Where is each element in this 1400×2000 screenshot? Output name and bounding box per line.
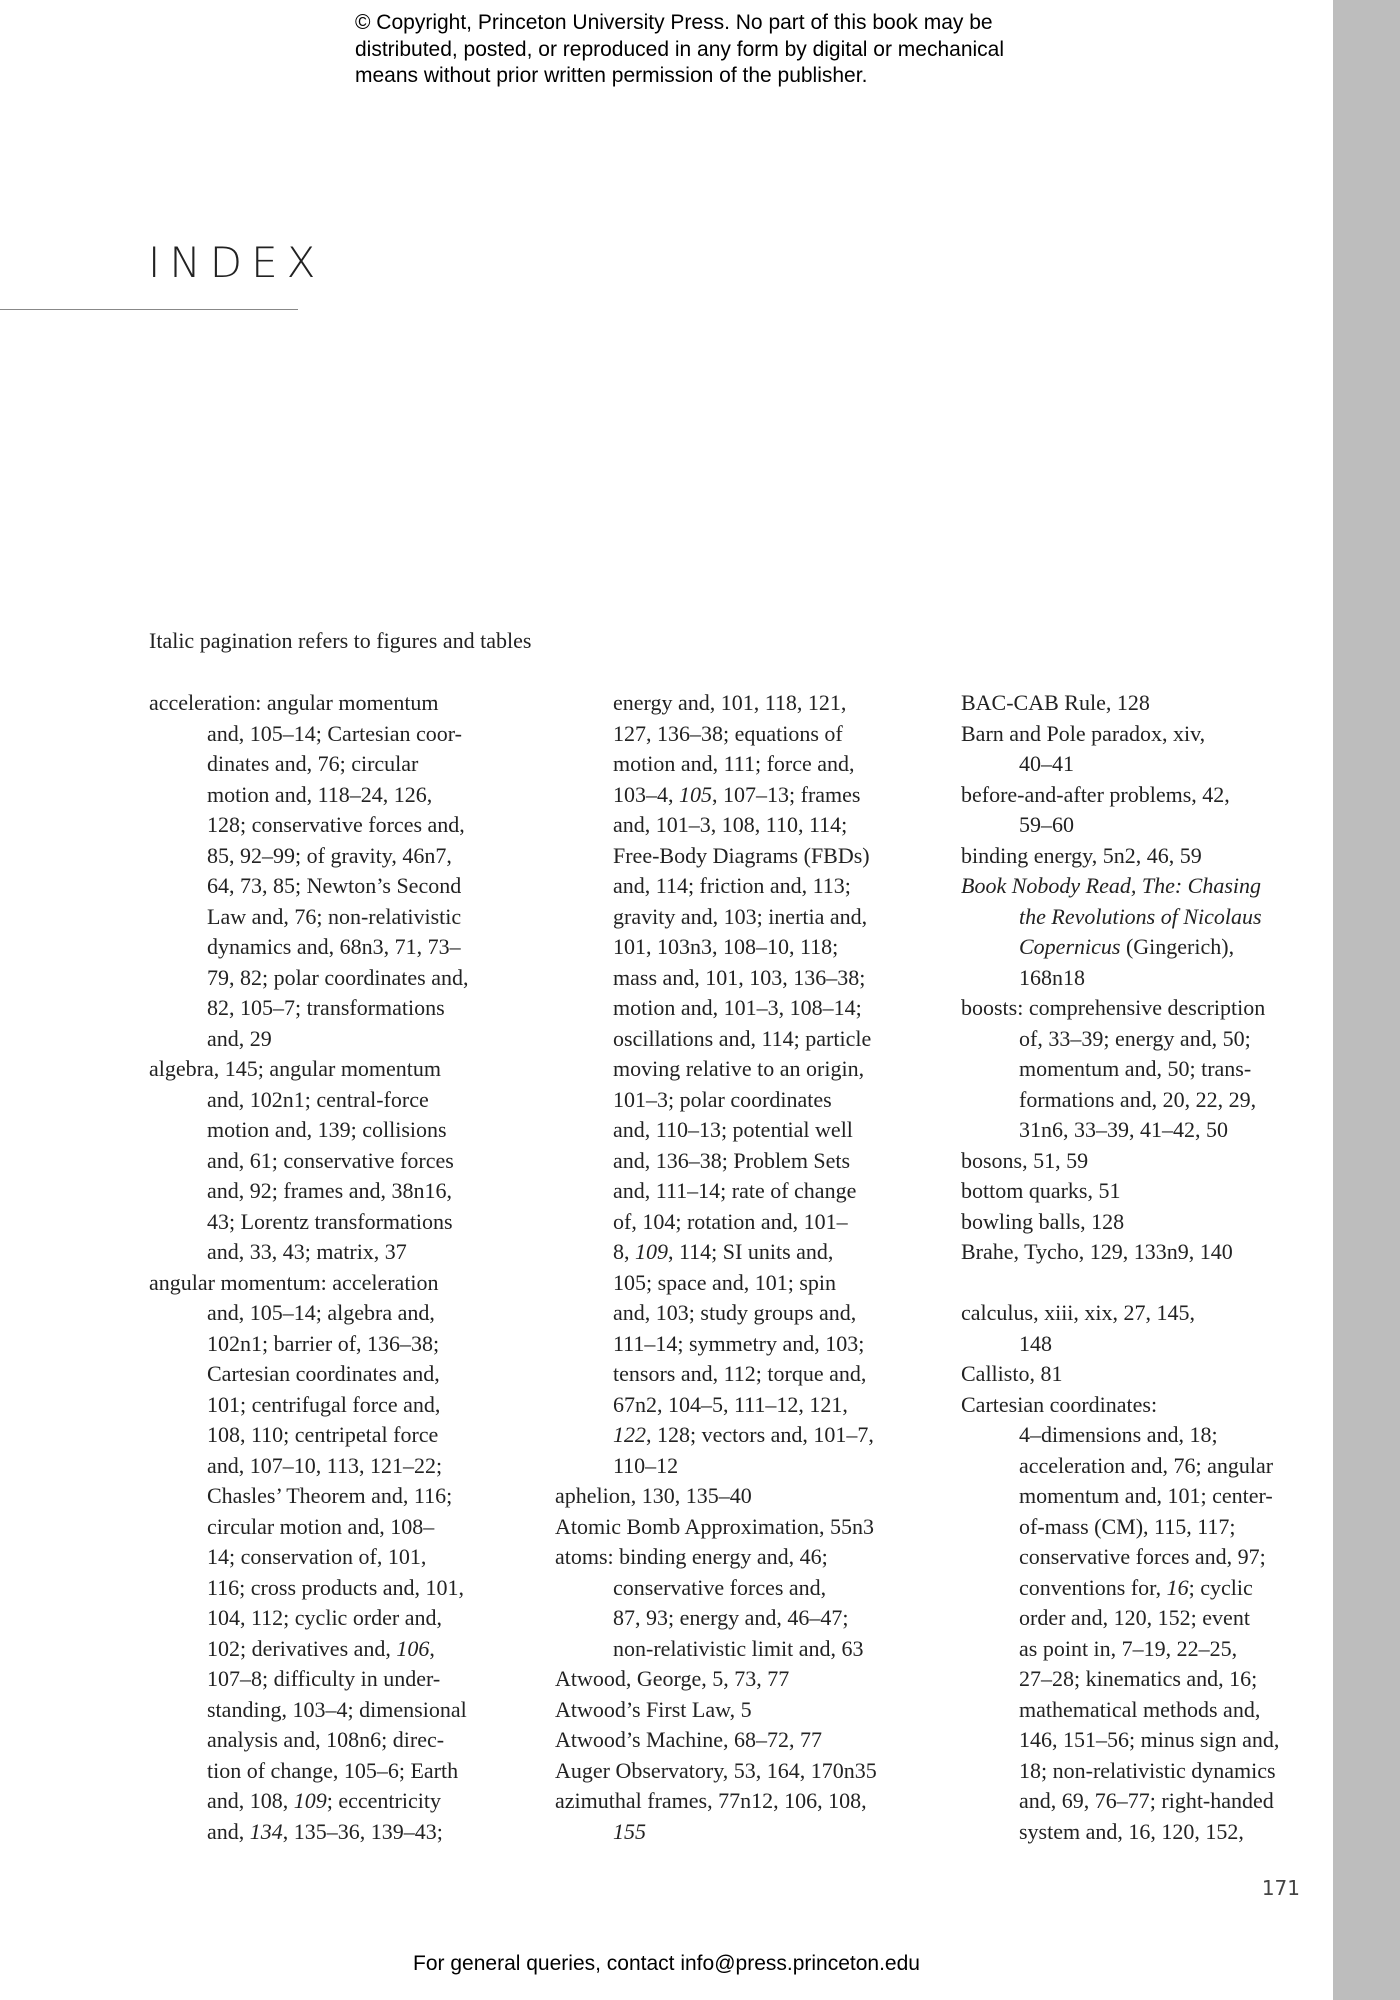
index-entry-line (961, 1207, 1331, 1238)
index-text: Auger Observatory, 53, 164, 170n35 (555, 1757, 877, 1783)
index-column-3 (961, 688, 1331, 1847)
index-subentry-line (555, 1298, 945, 1329)
index-subentry-line (961, 1725, 1331, 1756)
index-subentry-line (961, 1512, 1331, 1543)
figure-page-reference: 134 (249, 1818, 283, 1844)
index-column-2 (555, 688, 945, 1847)
index-subentry-line (149, 1359, 549, 1390)
index-entry-line (555, 1695, 945, 1726)
index-text: 82, 105–7; transformations (207, 995, 445, 1020)
index-subentry-line (149, 1420, 549, 1451)
index-text: and, 102n1; central-force (207, 1086, 429, 1112)
index-text: gravity and, 103; inertia and, (613, 903, 868, 929)
index-subentry-line (555, 1054, 945, 1085)
index-subentry-line (149, 902, 549, 933)
index-text: standing, 103–4; dimensional (207, 1696, 467, 1722)
index-subentry-line (149, 719, 549, 750)
figure-page-reference: Book Nobody Read, The: Chasing (961, 873, 1262, 898)
index-text: 79, 82; polar coordinates and, (207, 964, 469, 990)
index-entry-line (961, 1390, 1331, 1421)
index-entry-line (555, 1725, 945, 1756)
index-text: circular motion and, 108– (207, 1513, 435, 1539)
index-subentry-line (149, 963, 549, 994)
index-subentry-line (555, 780, 945, 811)
index-text: motion and, 118–24, 126, (207, 781, 433, 807)
index-subentry-line (149, 993, 549, 1024)
index-text: 104, 112; cyclic order and, (207, 1605, 442, 1630)
index-entry-line (961, 1176, 1331, 1207)
index-text: dinates and, 76; circular (207, 751, 419, 776)
index-text: 18; non-relativistic dynamics (1019, 1757, 1276, 1783)
figure-page-reference: 109 (293, 1788, 327, 1813)
index-text: 168n18 (1019, 964, 1085, 990)
index-subentry-line (149, 1725, 549, 1756)
index-subentry-line (149, 780, 549, 811)
index-subentry-line (961, 1451, 1331, 1482)
index-text: , 128; vectors and, 101–7, (646, 1422, 874, 1447)
index-subentry-line (149, 1237, 549, 1268)
index-subentry-line (961, 1054, 1331, 1085)
figure-page-reference: Copernicus (1019, 934, 1121, 959)
index-text: 8, (613, 1239, 635, 1264)
index-text: formations and, 20, 22, 29, (1019, 1086, 1257, 1112)
index-subentry-line (555, 1237, 945, 1268)
index-text: oscillations and, 114; particle (613, 1025, 872, 1051)
index-text: and, 105–14; algebra and, (207, 1300, 435, 1325)
index-text: , 135–36, 139–43; (282, 1818, 443, 1844)
index-text: 110–12 (613, 1452, 679, 1478)
index-text: and, 101–3, 108, 110, 114; (613, 812, 848, 837)
index-entry-line (555, 1664, 945, 1695)
index-subentry-line (149, 1176, 549, 1207)
index-text: tensors and, 112; torque and, (613, 1361, 867, 1386)
index-text: 127, 136–38; equations of (613, 720, 843, 746)
index-subentry-line (555, 1817, 945, 1848)
index-text: binding energy, 5n2, 46, 59 (961, 842, 1202, 868)
index-text: 107–8; difficulty in under- (207, 1666, 441, 1691)
index-entry-line (961, 1359, 1331, 1390)
index-text: order and, 120, 152; event (1019, 1605, 1250, 1630)
index-text: bottom quarks, 51 (961, 1178, 1121, 1203)
index-text: acceleration: angular momentum (149, 690, 439, 715)
index-text: 102n1; barrier of, 136–38; (207, 1330, 440, 1356)
index-text: Brahe, Tycho, 129, 133n9, 140 (961, 1239, 1233, 1264)
index-text: 27–28; kinematics and, 16; (1019, 1666, 1258, 1691)
index-text: and, 92; frames and, 38n16, (207, 1178, 452, 1203)
index-text: conservative forces and, 97; (1019, 1544, 1266, 1569)
index-subentry-line (149, 871, 549, 902)
index-text: and, 110–13; potential well (613, 1117, 853, 1142)
index-subentry-line (961, 1420, 1331, 1451)
index-subentry-line (555, 932, 945, 963)
index-subentry-line (961, 932, 1331, 963)
index-text: and, 29 (207, 1025, 272, 1051)
index-subentry-line (149, 1664, 549, 1695)
figure-page-reference: the Revolutions of Nicolaus (1019, 903, 1262, 929)
index-text: and, 61; conservative forces (207, 1147, 454, 1173)
index-text: algebra, 145; angular momentum (149, 1056, 442, 1081)
index-subentry-line (149, 1756, 549, 1787)
index-subentry-line (555, 871, 945, 902)
index-subentry-line (961, 1024, 1331, 1055)
index-entry-line (961, 780, 1331, 811)
index-subentry-line (961, 1603, 1331, 1634)
index-subentry-line (555, 1634, 945, 1665)
index-text: boosts: comprehensive description (961, 995, 1266, 1020)
index-entry-line (961, 1146, 1331, 1177)
copyright-line: © Copyright, Princeton University Press. No part of this book may be (355, 11, 993, 34)
index-text: motion and, 139; collisions (207, 1117, 447, 1142)
index-text: 31n6, 33–39, 41–42, 50 (1019, 1117, 1228, 1142)
index-text: conservative forces and, (613, 1574, 827, 1600)
figure-page-reference: 105 (679, 781, 712, 807)
index-subentry-line (555, 1085, 945, 1116)
index-entry-line (961, 688, 1331, 719)
index-subentry-line (961, 1664, 1331, 1695)
figure-page-reference: 16 (1166, 1574, 1189, 1600)
index-subentry-line (149, 749, 549, 780)
index-text: bowling balls, 128 (961, 1208, 1125, 1234)
title-rule (0, 309, 298, 310)
index-subentry-line (961, 1542, 1331, 1573)
figure-page-reference: 106 (396, 1635, 430, 1661)
index-text: 67n2, 104–5, 111–12, 121, (613, 1391, 848, 1417)
index-text: tion of change, 105–6; Earth (207, 1757, 459, 1783)
index-subentry-line (149, 1329, 549, 1360)
index-note: Italic pagination refers to figures and tables (149, 628, 532, 653)
copyright-line: means without prior written permission of the publisher. (355, 64, 868, 87)
index-subentry-line (961, 1786, 1331, 1817)
index-text: angular momentum: acceleration (149, 1269, 439, 1295)
index-text: and, (207, 1818, 250, 1844)
index-subentry-line (961, 1817, 1331, 1848)
index-text: system and, 16, 120, 152, (1019, 1818, 1244, 1844)
index-text: aphelion, 130, 135–40 (555, 1483, 752, 1508)
index-entry-line (961, 1298, 1331, 1329)
index-text: Atwood’s Machine, 68–72, 77 (555, 1727, 823, 1752)
index-subentry-line (149, 1207, 549, 1238)
index-text: 43; Lorentz transformations (207, 1208, 453, 1234)
page-title: INDEX (148, 238, 325, 287)
index-text: mass and, 101, 103, 136–38; (613, 964, 866, 990)
index-subentry-line (555, 963, 945, 994)
index-subentry-line (149, 1786, 549, 1817)
index-subentry-line (555, 1359, 945, 1390)
index-text: of, 104; rotation and, 101– (613, 1208, 848, 1234)
index-text: azimuthal frames, 77n12, 106, 108, (555, 1788, 867, 1813)
index-text: Cartesian coordinates and, (207, 1361, 440, 1386)
index-text: 128; conservative forces and, (207, 812, 465, 837)
index-entry-line (961, 993, 1331, 1024)
index-text: and, 107–10, 113, 121–22; (207, 1452, 443, 1478)
index-entry-line (961, 871, 1331, 902)
index-subentry-line (555, 1115, 945, 1146)
index-subentry-line (961, 749, 1331, 780)
index-subentry-line (555, 1268, 945, 1299)
index-text: Chasles’ Theorem and, 116; (207, 1483, 453, 1508)
index-text: Atwood, George, 5, 73, 77 (555, 1666, 790, 1691)
index-subentry-line (149, 932, 549, 963)
index-subentry-line (961, 1481, 1331, 1512)
index-text: motion and, 101–3, 108–14; (613, 995, 862, 1020)
figure-page-reference: 155 (613, 1818, 646, 1844)
index-text: 105; space and, 101; spin (613, 1269, 837, 1295)
index-subentry-line (555, 1176, 945, 1207)
index-text: 103–4, (613, 781, 679, 807)
index-text: 14; conservation of, 101, (207, 1544, 427, 1569)
index-text: , (429, 1635, 435, 1661)
index-text: before-and-after problems, 42, (961, 781, 1230, 807)
index-subentry-line (149, 1298, 549, 1329)
index-text: acceleration and, 76; angular (1019, 1452, 1274, 1478)
index-text: and, 103; study groups and, (613, 1300, 857, 1325)
index-text: conventions for, (1019, 1574, 1167, 1600)
index-text: (Gingerich), (1120, 934, 1235, 959)
index-entry-line (555, 1512, 945, 1543)
index-text: 85, 92–99; of gravity, 46n7, (207, 842, 452, 868)
index-blank-line (961, 1268, 1331, 1299)
index-subentry-line (555, 841, 945, 872)
index-subentry-line (149, 1573, 549, 1604)
index-entry-line (555, 1756, 945, 1787)
index-text: atoms: binding energy and, 46; (555, 1544, 828, 1569)
index-text: dynamics and, 68n3, 71, 73– (207, 934, 461, 959)
index-text: 101; centrifugal force and, (207, 1391, 441, 1417)
index-subentry-line (555, 810, 945, 841)
index-subentry-line (555, 1146, 945, 1177)
index-text: ; cyclic (1188, 1574, 1253, 1600)
index-text: 146, 151–56; minus sign and, (1019, 1727, 1280, 1752)
index-entry-line (555, 1786, 945, 1817)
index-subentry-line (149, 1481, 549, 1512)
index-subentry-line (149, 1695, 549, 1726)
index-text: and, 33, 43; matrix, 37 (207, 1239, 407, 1264)
index-text: and, 69, 76–77; right-handed (1019, 1788, 1274, 1813)
index-subentry-line (961, 810, 1331, 841)
index-subentry-line (555, 993, 945, 1024)
index-text: momentum and, 101; center- (1019, 1483, 1273, 1508)
index-text: 101, 103n3, 108–10, 118; (613, 934, 839, 959)
index-text: Cartesian coordinates: (961, 1391, 1158, 1417)
index-entry-line (149, 688, 549, 719)
index-text: bosons, 51, 59 (961, 1147, 1089, 1173)
index-entry-line (961, 719, 1331, 750)
index-text: of-mass (CM), 115, 117; (1019, 1513, 1236, 1539)
index-entry-line (149, 1268, 549, 1299)
index-subentry-line (149, 1085, 549, 1116)
index-text: motion and, 111; force and, (613, 751, 855, 776)
index-text: momentum and, 50; trans- (1019, 1056, 1252, 1081)
index-subentry-line (149, 1146, 549, 1177)
index-text: Atomic Bomb Approximation, 55n3 (555, 1513, 874, 1539)
index-subentry-line (555, 688, 945, 719)
index-text: 87, 93; energy and, 46–47; (613, 1605, 849, 1630)
index-subentry-line (555, 1024, 945, 1055)
index-text: and, 111–14; rate of change (613, 1178, 857, 1203)
index-subentry-line (555, 749, 945, 780)
index-subentry-line (961, 963, 1331, 994)
index-entry-line (555, 1481, 945, 1512)
index-entry-line (961, 841, 1331, 872)
index-subentry-line (555, 1603, 945, 1634)
index-subentry-line (149, 1817, 549, 1848)
index-entry-line (961, 1237, 1331, 1268)
index-text: 4–dimensions and, 18; (1019, 1422, 1218, 1447)
index-subentry-line (961, 1634, 1331, 1665)
index-text: Free-Body Diagrams (FBDs) (613, 842, 870, 868)
index-text: 59–60 (1019, 812, 1074, 837)
index-subentry-line (149, 810, 549, 841)
index-subentry-line (149, 1634, 549, 1665)
index-entry-line (555, 1542, 945, 1573)
index-text: 101–3; polar coordinates (613, 1086, 832, 1112)
index-text: ; eccentricity (326, 1788, 441, 1813)
index-text: 148 (1019, 1330, 1052, 1356)
index-subentry-line (961, 1115, 1331, 1146)
index-subentry-line (961, 902, 1331, 933)
copyright-line: distributed, posted, or reproduced in any form by digital or mechanical (355, 37, 1005, 61)
index-text: of, 33–39; energy and, 50; (1019, 1025, 1251, 1051)
index-subentry-line (961, 1329, 1331, 1360)
index-text: and, 136–38; Problem Sets (613, 1147, 851, 1173)
index-subentry-line (555, 1420, 945, 1451)
index-text: and, 105–14; Cartesian coor- (207, 720, 462, 746)
index-text: energy and, 101, 118, 121, (613, 690, 847, 715)
index-text: as point in, 7–19, 22–25, (1019, 1635, 1238, 1661)
index-subentry-line (555, 902, 945, 933)
index-subentry-line (961, 1756, 1331, 1787)
index-subentry-line (555, 1329, 945, 1360)
index-text: 64, 73, 85; Newton’s Second (207, 873, 462, 898)
index-subentry-line (149, 1542, 549, 1573)
page-number: 171 (1261, 1876, 1300, 1900)
index-text: , 107–13; frames (712, 781, 861, 807)
footer-contact: For general queries, contact info@press.princeton.edu (413, 1952, 920, 1975)
index-text: calculus, xiii, xix, 27, 145, (961, 1300, 1196, 1325)
index-subentry-line (149, 1512, 549, 1543)
index-column-1 (149, 688, 549, 1847)
index-text: and, 108, (207, 1788, 294, 1813)
index-subentry-line (149, 1024, 549, 1055)
index-subentry-line (149, 1115, 549, 1146)
index-subentry-line (555, 1451, 945, 1482)
index-subentry-line (149, 1390, 549, 1421)
index-text: 40–41 (1019, 751, 1074, 776)
index-subentry-line (555, 1573, 945, 1604)
index-subentry-line (961, 1085, 1331, 1116)
index-text: Barn and Pole paradox, xiv, (961, 720, 1206, 746)
index-text: analysis and, 108n6; direc- (207, 1727, 445, 1752)
index-subentry-line (961, 1695, 1331, 1726)
index-text: 102; derivatives and, (207, 1635, 397, 1661)
index-text: , 114; SI units and, (668, 1239, 834, 1264)
index-text: mathematical methods and, (1019, 1696, 1261, 1722)
index-text: and, 114; friction and, 113; (613, 873, 851, 898)
index-subentry-line (961, 1573, 1331, 1604)
index-text: 116; cross products and, 101, (207, 1574, 465, 1600)
index-subentry-line (149, 841, 549, 872)
copyright-notice (355, 10, 1115, 90)
index-text: moving relative to an origin, (613, 1056, 865, 1081)
index-subentry-line (149, 1603, 549, 1634)
index-entry-line (149, 1054, 549, 1085)
index-subentry-line (555, 1207, 945, 1238)
index-subentry-line (555, 719, 945, 750)
index-text: Callisto, 81 (961, 1361, 1063, 1386)
index-text: 111–14; symmetry and, 103; (613, 1330, 865, 1356)
index-subentry-line (149, 1451, 549, 1482)
page-edge-band (1333, 0, 1400, 2000)
figure-page-reference: 109 (635, 1239, 668, 1264)
index-subentry-line (555, 1390, 945, 1421)
figure-page-reference: 122 (613, 1422, 646, 1447)
index-text: 108, 110; centripetal force (207, 1422, 439, 1447)
index-text: BAC-CAB Rule, 128 (961, 690, 1150, 715)
index-text: Law and, 76; non-relativistic (207, 903, 462, 929)
index-text: Atwood’s First Law, 5 (555, 1696, 752, 1722)
index-text: non-relativistic limit and, 63 (613, 1635, 864, 1661)
